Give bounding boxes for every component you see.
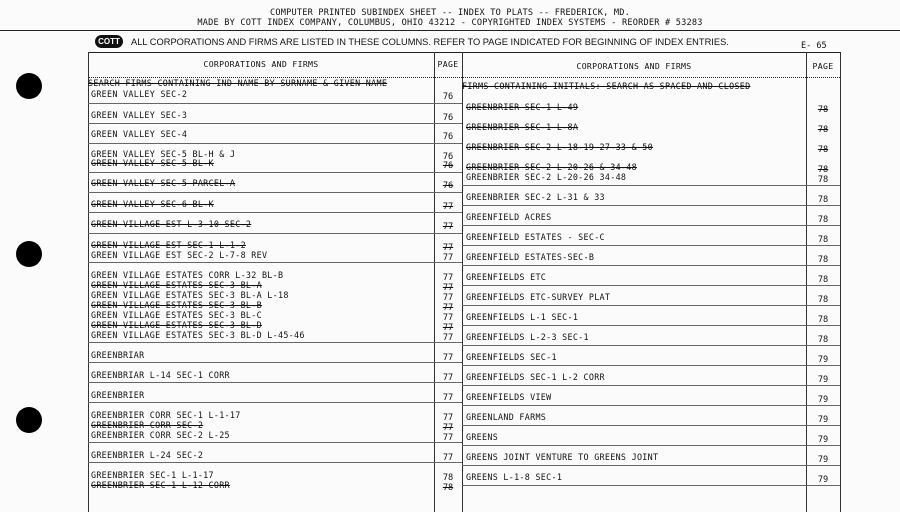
left-entry-name: GREENBRIER SEC-1 L-1-17	[91, 470, 214, 480]
right-row-rule	[462, 205, 840, 206]
right-row-rule	[462, 185, 840, 186]
left-row-rule	[88, 402, 462, 403]
left-row-rule	[88, 143, 462, 144]
left-entry-name: GREENBRIER L-24 SEC-2	[91, 450, 204, 460]
banner-text: ALL CORPORATIONS AND FIRMS ARE LISTED IN THESE COLUMNS. REFER TO PAGE INDICATED FOR BEGINNING OF INDEX ENTRIES.	[131, 36, 729, 47]
left-entry-page: 77	[442, 333, 454, 343]
right-row-rule	[462, 225, 840, 226]
left-entry-name: GREEN VILLAGE ESTATES SEC-3 BL-B	[91, 300, 262, 310]
left-row-rule	[88, 442, 462, 443]
left-entry-page: 77	[442, 202, 454, 212]
right-row-rule	[462, 285, 840, 286]
header-line-1: COMPUTER PRINTED SUBINDEX SHEET -- INDEX TO PLATS -- FREDERICK, MD.	[269, 8, 631, 18]
right-entry-page: 78	[817, 315, 829, 325]
right-entry-page: 78	[817, 335, 829, 345]
right-row-rule	[462, 245, 840, 246]
left-row-rule	[88, 462, 462, 463]
left-entry-page: 77	[442, 423, 454, 433]
left-entry-page: 77	[442, 323, 454, 333]
left-entry-page: 77	[442, 273, 454, 283]
left-entry-name: GREENBRIER SEC-1 L-12 CORR	[91, 480, 230, 490]
left-entry-page: 78	[442, 483, 454, 493]
left-entry-page: 77	[442, 283, 454, 293]
right-entry-page: 78	[817, 195, 829, 205]
left-entry-page: 77	[442, 373, 454, 383]
left-entry-page: 76	[442, 152, 454, 162]
right-entry-page: 78	[817, 215, 829, 225]
right-entry-name: GREENFIELDS VIEW	[466, 392, 552, 402]
left-entry-page: 77	[442, 453, 454, 463]
right-entry-page: 78	[817, 275, 829, 285]
left-entry-page: 77	[442, 413, 454, 423]
right-column-title: CORPORATIONS AND FIRMS	[576, 61, 692, 71]
right-entry-name: GREENBRIER SEC-2 L-20-26 & 34-48	[466, 162, 637, 172]
right-entry-page: 79	[817, 455, 829, 465]
left-entry-page: 76	[442, 181, 454, 191]
right-entry-name: GREENFIELDS ETC	[466, 272, 547, 282]
right-entry-page: 79	[817, 375, 829, 385]
right-row-rule	[462, 305, 840, 306]
left-entry-name: GREEN VILLAGE EST SEC-2 L-7-8 REV	[91, 250, 268, 260]
left-entry-page: 76	[442, 92, 454, 102]
right-entry-name: GREENBRIER SEC-2 L-18-19 27-33 & 50	[466, 142, 653, 152]
left-entry-page: 77	[442, 433, 454, 443]
sheet-number: E- 65	[801, 41, 827, 51]
left-row-rule	[88, 262, 462, 263]
left-row-rule	[88, 212, 462, 213]
right-row-rule	[462, 465, 840, 466]
left-row-rule	[88, 233, 462, 234]
left-entry-name: GREENBRIER CORR SEC-1 L-1-17	[91, 410, 241, 420]
instruction-banner	[95, 35, 729, 48]
right-entry-page: 79	[817, 415, 829, 425]
right-entry-page: 78	[817, 145, 829, 155]
right-row-rule	[462, 425, 840, 426]
left-entry-name: GREEN VILLAGE ESTATES SEC-3 BL-A	[91, 280, 262, 290]
right-entry-name: GREENBRIER SEC-2 L-31 & 33	[466, 192, 605, 202]
right-row-rule	[462, 485, 840, 486]
right-entry-page: 78	[817, 175, 829, 185]
right-entry-name: GREENLAND FARMS	[466, 412, 547, 422]
left-entry-name: GREENBRIAR L-14 SEC-1 CORR	[91, 370, 230, 380]
right-entry-page: 78	[817, 295, 829, 305]
right-row-rule	[462, 325, 840, 326]
left-entry-name: GREEN VILLAGE EST SEC-1 L-1-2	[91, 240, 246, 250]
right-entry-name: GREENFIELDS ETC-SURVEY PLAT	[466, 292, 611, 302]
right-entry-name: GREENFIELDS SEC-1	[466, 352, 557, 362]
right-entry-page: 78	[817, 235, 829, 245]
left-entry-name: GREEN VALLEY SEC-5 BL-H & J	[91, 149, 236, 159]
left-entry-page: 77	[442, 222, 454, 232]
left-entry-name: GREEN VALLEY SEC-6 BL-K	[91, 199, 214, 209]
left-entry-page: 77	[442, 353, 454, 363]
punch-hole-top	[16, 73, 42, 99]
right-entry-page: 79	[817, 355, 829, 365]
punch-hole-middle	[16, 241, 42, 267]
left-column-subtitle: SEARCH FIRMS CONTAINING IND NAME BY SURNAME & GIVEN NAME	[88, 78, 388, 88]
left-row-rule	[88, 103, 462, 104]
center-divider	[462, 52, 463, 512]
left-page-header: PAGE	[437, 59, 459, 69]
left-entry-name: GREEN VALLEY SEC-4	[91, 129, 188, 139]
header-line-2: MADE BY COTT INDEX COMPANY, COLUMBUS, OHIO 43212 - COPYRIGHTED INDEX SYSTEMS - REORDER # 53283	[197, 18, 703, 28]
right-entry-page: 79	[817, 435, 829, 445]
left-entry-page: 77	[442, 313, 454, 323]
left-entry-name: GREEN VALLEY SEC-5 BL-K	[91, 158, 214, 168]
left-entry-page: 77	[442, 393, 454, 403]
right-entry-name: GREENFIELD ESTATES-SEC-B	[466, 252, 595, 262]
left-row-rule	[88, 123, 462, 124]
right-entry-name: GREENFIELDS SEC-1 L-2 CORR	[466, 372, 605, 382]
top-rule	[0, 30, 900, 31]
left-entry-page: 76	[442, 161, 454, 171]
right-border	[840, 52, 841, 512]
left-entry-name: GREEN VALLEY SEC-3	[91, 110, 188, 120]
left-entry-page: 76	[442, 132, 454, 142]
left-column-title: CORPORATIONS AND FIRMS	[203, 59, 319, 69]
right-row-rule	[462, 345, 840, 346]
table-top-rule	[88, 52, 840, 53]
right-row-rule	[462, 405, 840, 406]
right-entry-page: 78	[817, 125, 829, 135]
left-entry-page: 76	[442, 113, 454, 123]
left-entry-name: GREEN VILLAGE ESTATES SEC-3 BL-C	[91, 310, 262, 320]
right-entry-name: GREENBRIER SEC-2 L-20-26 34-48	[466, 172, 627, 182]
right-row-rule	[462, 265, 840, 266]
left-entry-name: GREEN VILLAGE ESTATES SEC-3 BL-A L-18	[91, 290, 289, 300]
right-entry-page: 78	[817, 255, 829, 265]
right-entry-name: GREENBRIER SEC-1 L-49	[466, 102, 579, 112]
left-entry-page: 78	[442, 473, 454, 483]
left-row-rule	[88, 192, 462, 193]
right-entry-name: GREENFIELDS L-2-3 SEC-1	[466, 332, 589, 342]
left-entry-name: GREEN VILLAGE EST L-3-10 SEC-2	[91, 219, 252, 229]
right-entry-name: GREENBRIER SEC-1 L-8A	[466, 122, 579, 132]
left-row-rule	[88, 342, 462, 343]
left-row-rule	[88, 382, 462, 383]
left-entry-page: 77	[442, 293, 454, 303]
left-entry-name: GREEN VILLAGE ESTATES SEC-3 BL-D L-45-46	[91, 330, 305, 340]
left-entry-name: GREEN VILLAGE ESTATES SEC-3 BL-D	[91, 320, 262, 330]
right-entry-page: 78	[817, 165, 829, 175]
left-entry-page: 77	[442, 303, 454, 313]
left-entry-name: GREENBRIAR	[91, 350, 145, 360]
left-row-rule	[88, 362, 462, 363]
right-entry-page: 79	[817, 475, 829, 485]
right-entry-name: GREENFIELD ESTATES - SEC-C	[466, 232, 605, 242]
left-row-rule	[88, 172, 462, 173]
left-entry-page: 77	[442, 243, 454, 253]
right-entry-name: GREENS	[466, 432, 499, 442]
left-entry-page: 77	[442, 253, 454, 263]
left-entry-name: GREENBRIER CORR SEC-2 L-25	[91, 430, 230, 440]
left-entry-name: GREEN VALLEY SEC-5 PARCEL-A	[91, 178, 236, 188]
left-entry-name: GREENBRIER	[91, 390, 145, 400]
right-entry-page: 79	[817, 395, 829, 405]
cott-logo: COTT	[95, 35, 123, 48]
left-entry-name: GREEN VALLEY SEC-2	[91, 89, 188, 99]
punch-hole-bottom	[16, 407, 42, 433]
right-entry-page: 78	[817, 105, 829, 115]
right-entry-name: GREENS JOINT VENTURE TO GREENS JOINT	[466, 452, 659, 462]
left-entry-name: GREENBRIER CORR SEC-2	[91, 420, 204, 430]
right-page-header: PAGE	[812, 61, 834, 71]
left-border	[88, 52, 89, 512]
right-row-rule	[462, 385, 840, 386]
right-row-rule	[462, 445, 840, 446]
left-entry-name: GREEN VILLAGE ESTATES CORR L-32 BL-B	[91, 270, 284, 280]
right-entry-name: GREENS L-1-8 SEC-1	[466, 472, 563, 482]
right-column-subtitle: FIRMS CONTAINING INITIALS: SEARCH AS SPACED AND CLOSED	[462, 81, 751, 91]
right-row-rule	[462, 365, 840, 366]
right-entry-name: GREENFIELDS L-1 SEC-1	[466, 312, 579, 322]
right-entry-name: GREENFIELD ACRES	[466, 212, 552, 222]
